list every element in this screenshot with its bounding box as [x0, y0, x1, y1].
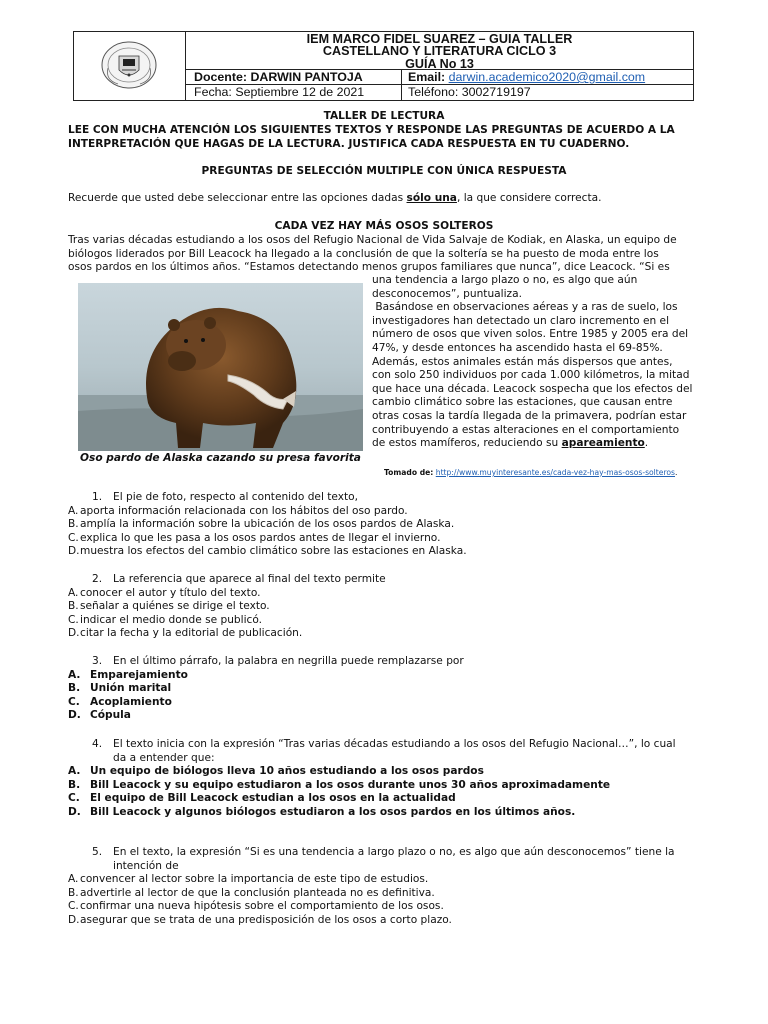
article-side-line: desconocemos”, puntualiza. [372, 287, 522, 300]
option-text: Un equipo de biólogos lleva 10 años estudiando a los osos pardos [90, 765, 484, 778]
answer-option[interactable] [68, 518, 454, 532]
question-number: 2. [92, 573, 103, 585]
last-line-pre: de estos mamíferos, reduciendo su [372, 437, 562, 449]
docente-cell [186, 70, 402, 84]
answer-option[interactable] [68, 806, 575, 820]
recuerde-pre: Recuerde que usted debe seleccionar entre las opciones dadas [68, 192, 407, 204]
answer-option[interactable] [68, 779, 610, 793]
option-text: Unión marital [90, 682, 172, 695]
article-title: CADA VEZ HAY MÁS OSOS SOLTEROS [274, 220, 494, 232]
answer-option[interactable] [68, 532, 440, 546]
fecha-cell: Fecha: Septiembre 12 de 2021 [186, 85, 402, 100]
option-letter: B. [68, 600, 79, 613]
question-statement: En el texto, la expresión “Si es una tendencia a largo plazo o no, es algo que aún desconocemos” tiene la [113, 846, 675, 858]
answer-option[interactable] [68, 873, 428, 887]
header-row-fecha [186, 85, 693, 100]
question-number: 4. [92, 738, 103, 750]
option-letter: A. [68, 873, 79, 886]
question-text [92, 491, 358, 505]
article-side-line: número de osos que viven solos. Entre 1985 y 2005 era del [372, 328, 689, 341]
instructions-line-1: LEE CON MUCHA ATENCIÓN LOS SIGUIENTES TEXTOS Y RESPONDE LAS PREGUNTAS DE ACUERDO A LA [68, 124, 675, 136]
option-text: El equipo de Bill Leacock estudian a los osos en la actualidad [90, 792, 456, 805]
question-statement-cont: intención de [113, 859, 179, 872]
question-statement: El texto inicia con la expresión “Tras varias décadas estudiando a los osos del Refugio Nacional…”, lo cual [113, 738, 676, 750]
taller-title: TALLER DE LECTURA [323, 110, 445, 122]
question-text [92, 573, 386, 587]
tomado-label: Tomado de: [384, 468, 434, 477]
answer-option[interactable] [68, 669, 188, 683]
question-number: 3. [92, 655, 103, 667]
option-letter: A. [68, 668, 81, 681]
answer-option[interactable] [68, 614, 262, 628]
option-letter: B. [68, 518, 79, 531]
option-text: citar la fecha y la editorial de publicación. [80, 627, 303, 640]
recuerde-text [68, 192, 602, 206]
option-letter: B. [68, 778, 81, 791]
option-text: Emparejamiento [90, 668, 188, 681]
header-line-3: GUÍA No 13 [405, 56, 474, 71]
option-text: convencer al lector sobre la importancia de este tipo de estudios. [80, 873, 429, 886]
header-title [186, 32, 693, 70]
answer-option[interactable] [68, 709, 131, 723]
article-line: Tras varias décadas estudiando a los osos del Refugio Nacional de Vida Salvaje de Kodiak, en Alaska, un equipo de [68, 234, 677, 246]
answer-option[interactable] [68, 682, 171, 696]
answer-option[interactable] [68, 792, 456, 806]
option-text: confirmar una nueva hipótesis sobre el comportamiento de los osos. [80, 900, 444, 913]
option-letter: C. [68, 613, 79, 626]
section-title: PREGUNTAS DE SELECCIÓN MULTIPLE CON ÚNICA RESPUESTA [201, 165, 567, 177]
article-side-line: Basándose en observaciones aéreas y a ras de suelo, los [372, 301, 678, 314]
option-letter: A. [68, 504, 79, 517]
option-text: Acoplamiento [90, 695, 172, 708]
option-letter: B. [68, 886, 79, 899]
bear-image-icon [78, 283, 363, 451]
article-side-line: 47%, y desde entonces ha ascendido hasta el 69-85%. [372, 342, 663, 354]
option-letter: D. [68, 627, 80, 640]
email-label: Email: [408, 70, 446, 84]
docente-label: Docente: [194, 70, 248, 84]
article-side-line: con solo 250 individuos por cada 1.000 kilómetros, la mitad [372, 369, 690, 382]
article-side-line: una tendencia a largo plazo o no, es algo que aún [372, 274, 638, 286]
option-text: explica lo que les pasa a los osos pardos antes de llegar el invierno. [80, 531, 441, 544]
option-letter: C. [68, 900, 79, 913]
email-link[interactable]: darwin.academico2020@gmail.com [448, 70, 646, 84]
apareamiento-word: apareamiento [561, 437, 645, 449]
answer-option[interactable] [68, 600, 270, 614]
article-last-line [372, 437, 648, 451]
answer-option[interactable] [68, 627, 302, 641]
article-side-line: otras cosas la tardía llegada de la primavera, podrían estar [372, 410, 687, 422]
answer-option[interactable] [68, 587, 260, 601]
option-letter: A. [68, 765, 81, 778]
option-text: aporta información relacionada con los hábitos del oso pardo. [80, 504, 408, 517]
answer-option[interactable] [68, 765, 484, 779]
question-statement-cont: da a entender que: [113, 751, 215, 764]
question-text [92, 655, 464, 669]
school-crest-icon [100, 40, 158, 90]
option-letter: D. [68, 806, 81, 818]
answer-option[interactable] [68, 505, 408, 519]
article-line: osos pardos en los últimos años. “Estamos detectando menos grupos familiares que nunca”, dice Leacock. “Si es [68, 261, 670, 274]
option-letter: D. [68, 545, 80, 558]
option-text: indicar el medio donde se publicó. [80, 613, 263, 626]
recuerde-bold: sólo una [406, 192, 457, 204]
answer-option[interactable] [68, 900, 444, 914]
source-reference [384, 468, 677, 478]
recuerde-post: , la que considere correcta. [456, 192, 602, 204]
article-side-line: contribuyendo a estas alteraciones en el comportamiento [372, 423, 680, 436]
option-text: amplía la información sobre la ubicación de los osos pardos de Alaska. [80, 518, 455, 531]
article-side-line: cambio climático sobre las estaciones, que causan entre [372, 396, 673, 409]
logo-cell [74, 32, 186, 100]
option-text: advertirle al lector de que la conclusión planteada no es definitiva. [80, 886, 435, 899]
option-text: Bill Leacock y algunos biólogos estudiaron a los osos pardos en los últimos años. [90, 806, 576, 818]
last-line-post: . [644, 437, 649, 449]
option-letter: D. [68, 709, 81, 722]
article-side-line: Además, estos animales están más dispersos que antes, [372, 355, 673, 368]
option-text: conocer el autor y título del texto. [80, 586, 261, 599]
option-letter: B. [68, 682, 81, 695]
source-link[interactable]: http://www.muyinteresante.es/cada-vez-hay-mas-osos-solteros [435, 468, 676, 477]
tomado-end: . [675, 468, 678, 477]
answer-option[interactable] [68, 696, 172, 710]
option-text: señalar a quiénes se dirige el texto. [80, 600, 270, 613]
question-statement: La referencia que aparece al final del texto permite [113, 573, 386, 585]
bear-photo [78, 283, 363, 451]
article-side-line: que hace una década. Leacock sospecha que los efectos del [372, 382, 693, 395]
header-table [73, 31, 694, 101]
docente-name: DARWIN PANTOJA [250, 70, 363, 84]
question-text [92, 738, 676, 752]
option-text: Bill Leacock y su equipo estudiaron a los osos durante unos 30 años aproximadamente [90, 778, 611, 791]
question-statement: En el último párrafo, la palabra en negrilla puede remplazarse por [113, 655, 464, 667]
option-letter: C. [68, 695, 80, 708]
question-number: 1. [92, 491, 103, 503]
option-letter: A. [68, 586, 79, 599]
telefono-cell: Teléfono: 3002719197 [408, 85, 531, 99]
article-side-line: investigadores han detectado un claro incremento en el [372, 314, 670, 327]
option-letter: D. [68, 914, 80, 926]
option-letter: C. [68, 792, 80, 805]
answer-option[interactable] [68, 914, 452, 928]
answer-option[interactable] [68, 545, 467, 559]
header-line-2: CASTELLANO Y LITERATURA CICLO 3 [322, 44, 557, 59]
article-line: biólogos liderados por Bill Leacock ha llegado a la conclusión de que la soltería se ha puesto de moda entre los [68, 247, 659, 260]
header-row-docente [186, 70, 693, 85]
option-text: Cópula [90, 709, 131, 722]
email-cell [402, 70, 693, 84]
photo-caption: Oso pardo de Alaska cazando su presa favorita [80, 452, 361, 464]
option-text: asegurar que se trata de una predisposición de los osos a corto plazo. [80, 914, 452, 926]
option-letter: C. [68, 531, 79, 544]
question-text [92, 846, 675, 860]
question-statement: El pie de foto, respecto al contenido del texto, [113, 491, 359, 503]
question-number: 5. [92, 846, 103, 858]
option-text: muestra los efectos del cambio climático sobre las estaciones en Alaska. [80, 545, 467, 558]
instructions-line-2: INTERPRETACIÓN QUE HAGAS DE LA LECTURA. JUSTIFICA CADA RESPUESTA EN TU CUADERNO. [68, 138, 630, 150]
header-line-1: IEM MARCO FIDEL SUAREZ – GUIA TALLER [306, 32, 573, 46]
answer-option[interactable] [68, 887, 435, 901]
